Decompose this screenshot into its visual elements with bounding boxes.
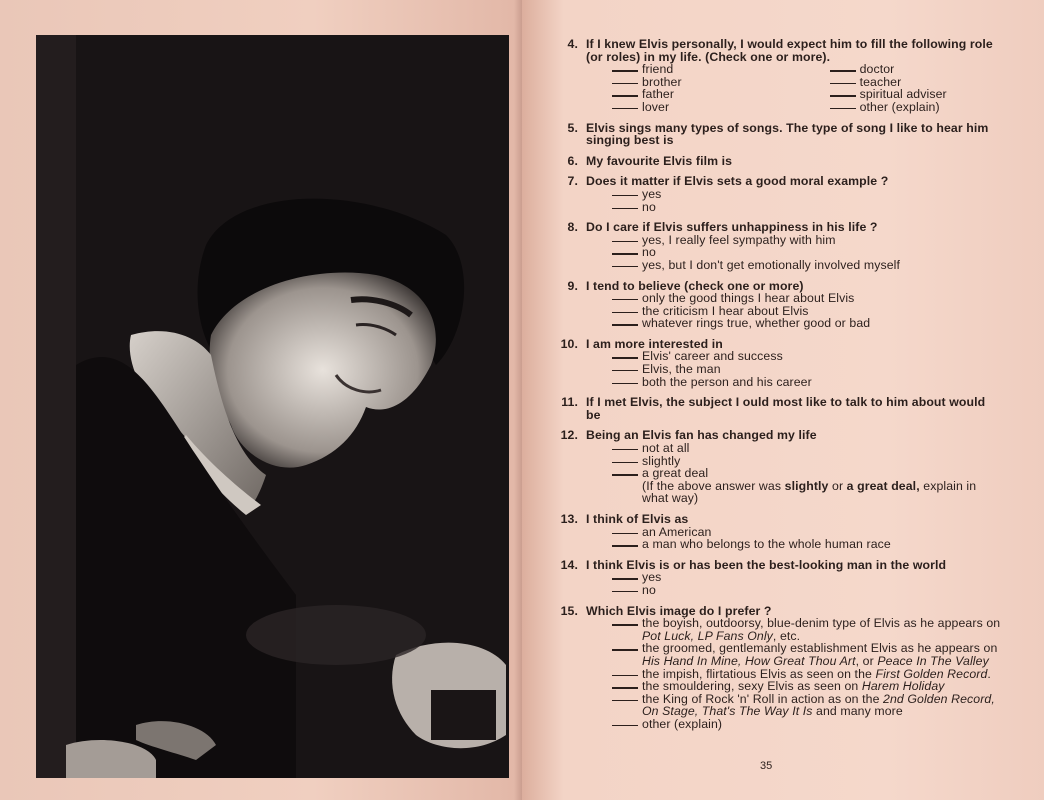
question-15 bbox=[550, 605, 1002, 731]
option-italic: 2nd Golden Record, On Stage, That's The Way It Is bbox=[642, 691, 995, 719]
question-text: If I met Elvis, the subject I ould most like to talk to him about would be bbox=[586, 395, 986, 422]
option-item: whatever rings true, whether good or bad bbox=[608, 317, 1002, 330]
question-number: 9. bbox=[567, 278, 578, 293]
option-note bbox=[608, 480, 1002, 505]
question-11 bbox=[550, 396, 1002, 421]
question-text: Elvis sings many types of songs. The type of song I like to hear him singing best is bbox=[586, 120, 989, 148]
option-text: the groomed, gentlemanly establishment Elvis as he appears on bbox=[642, 641, 998, 656]
option-italic: Peace In The Valley bbox=[877, 653, 989, 668]
option-italic: First Golden Record bbox=[875, 666, 988, 681]
question-number: 5. bbox=[567, 120, 578, 135]
option-text: , etc. bbox=[772, 628, 801, 643]
question-number: 10. bbox=[560, 336, 578, 351]
question-number: 4. bbox=[567, 37, 578, 51]
option-yes: yes bbox=[608, 188, 1002, 201]
question-number: 6. bbox=[567, 153, 578, 168]
option-no: no bbox=[608, 584, 1002, 597]
option-item: yes, but I don't get emotionally involved myself bbox=[608, 259, 1002, 272]
note-bold: a great deal, bbox=[846, 478, 920, 493]
option-item: both the person and his career bbox=[608, 376, 1002, 389]
option-father: father bbox=[608, 88, 826, 101]
option-text: the boyish, outdoorsy, blue-denim type of Elvis as he appears on bbox=[642, 616, 1001, 631]
option-item: slightly bbox=[608, 455, 1002, 468]
option-text: the impish, flirtatious Elvis as seen on the bbox=[642, 666, 876, 681]
note-text: (If the above answer was bbox=[642, 478, 785, 493]
question-8 bbox=[550, 221, 1002, 271]
option-item bbox=[608, 617, 1002, 642]
options-column-2 bbox=[826, 63, 1002, 113]
question-text: My favourite Elvis film is bbox=[586, 153, 733, 168]
question-text: I think of Elvis as bbox=[586, 512, 689, 526]
options-list bbox=[608, 350, 1002, 388]
option-teacher: teacher bbox=[826, 76, 1002, 89]
option-text: other (explain) bbox=[642, 716, 723, 731]
photo-icon bbox=[36, 35, 509, 778]
question-6 bbox=[550, 155, 1002, 168]
option-text: the smouldering, sexy Elvis as seen on bbox=[642, 679, 862, 694]
question-text: Do I care if Elvis suffers unhappiness in his life ? bbox=[586, 220, 878, 235]
note-text: explain in what way) bbox=[642, 478, 977, 506]
options-list bbox=[608, 617, 1002, 730]
option-item: an American bbox=[608, 526, 1002, 539]
option-italic: Harem Holiday bbox=[861, 679, 945, 694]
option-other: other (explain) bbox=[826, 101, 1002, 114]
question-number: 15. bbox=[560, 603, 578, 618]
option-item: a man who belongs to the whole human race bbox=[608, 538, 1002, 551]
option-item: the criticism I hear about Elvis bbox=[608, 305, 1002, 318]
option-doctor: doctor bbox=[826, 63, 1002, 76]
elvis-photo bbox=[36, 35, 509, 778]
option-item: Elvis, the man bbox=[608, 363, 1002, 376]
options-two-column bbox=[608, 63, 1002, 113]
question-number: 12. bbox=[560, 428, 578, 443]
question-12 bbox=[550, 429, 1002, 505]
option-no: no bbox=[608, 201, 1002, 214]
option-item bbox=[608, 642, 1002, 667]
option-item: a great deal bbox=[608, 467, 1002, 480]
option-item: no bbox=[608, 246, 1002, 259]
question-4 bbox=[550, 38, 1002, 114]
options-list bbox=[608, 526, 1002, 551]
options-list bbox=[608, 188, 1002, 213]
question-number: 7. bbox=[567, 174, 578, 189]
page-number: 35 bbox=[760, 760, 773, 772]
questionnaire bbox=[550, 38, 1002, 739]
question-14 bbox=[550, 559, 1002, 597]
option-text: . bbox=[987, 666, 991, 681]
question-text: Does it matter if Elvis sets a good moral example ? bbox=[586, 174, 889, 189]
option-text: the King of Rock 'n' Roll in action as on the bbox=[642, 691, 884, 706]
question-number: 11. bbox=[561, 395, 578, 410]
option-item bbox=[608, 693, 1002, 718]
option-item: only the good things I hear about Elvis bbox=[608, 292, 1002, 305]
note-text: or bbox=[828, 478, 847, 493]
question-10 bbox=[550, 338, 1002, 388]
question-13 bbox=[550, 513, 1002, 551]
question-text: I tend to believe (check one or more) bbox=[586, 278, 804, 293]
option-italic: His Hand In Mine, How Great Thou Art bbox=[642, 653, 856, 668]
question-number: 13. bbox=[560, 512, 578, 526]
options-list bbox=[608, 442, 1002, 505]
question-7 bbox=[550, 175, 1002, 213]
question-text: Which Elvis image do I prefer ? bbox=[586, 603, 772, 618]
option-lover: lover bbox=[608, 101, 826, 114]
option-item: yes, I really feel sympathy with him bbox=[608, 234, 1002, 247]
question-5 bbox=[550, 122, 1002, 147]
option-item: not at all bbox=[608, 442, 1002, 455]
question-text: I am more interested in bbox=[586, 336, 723, 351]
options-column-1 bbox=[608, 63, 826, 113]
option-spiritual-adviser: spiritual adviser bbox=[826, 88, 1002, 101]
options-list bbox=[608, 292, 1002, 330]
option-yes: yes bbox=[608, 571, 1002, 584]
option-friend: friend bbox=[608, 63, 826, 76]
option-brother: brother bbox=[608, 76, 826, 89]
question-number: 8. bbox=[567, 220, 578, 235]
option-text: , or bbox=[855, 653, 878, 668]
options-list bbox=[608, 234, 1002, 272]
question-text: Being an Elvis fan has changed my life bbox=[586, 428, 817, 443]
question-text: I think Elvis is or has been the best-looking man in the world bbox=[586, 557, 947, 572]
options-list bbox=[608, 571, 1002, 596]
option-item bbox=[608, 718, 1002, 731]
option-italic: Pot Luck, LP Fans Only bbox=[642, 628, 773, 643]
question-number: 14. bbox=[560, 557, 578, 572]
option-text: and many more bbox=[812, 704, 903, 719]
question-9 bbox=[550, 280, 1002, 330]
question-text: If I knew Elvis personally, I would expect him to fill the following role (or roles) in my life. (Check one or more). bbox=[586, 37, 993, 64]
option-item: Elvis' career and success bbox=[608, 350, 1002, 363]
note-bold: slightly bbox=[784, 478, 829, 493]
